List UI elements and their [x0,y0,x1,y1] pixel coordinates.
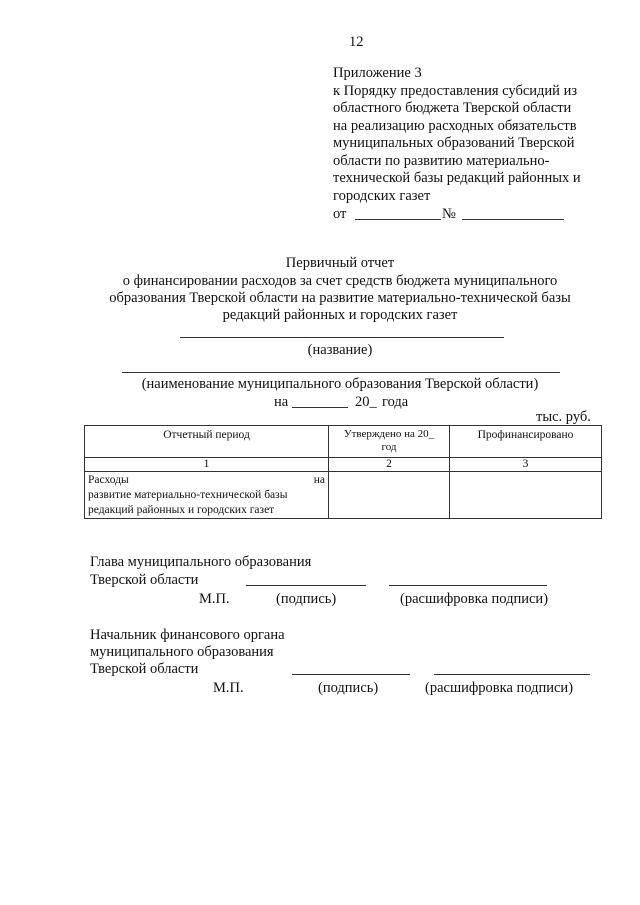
column-number: 2 [329,458,450,472]
appendix-line: областного бюджета Тверской области [333,100,572,116]
appendix-from-label: от [333,206,347,222]
table-header-row [85,426,602,458]
signature1-sign-line [246,585,366,586]
signature2-title: Начальник финансового органа [90,627,285,643]
row-financed-cell[interactable] [450,472,602,519]
appendix-number-blank [462,219,564,220]
municipality-blank-line [122,372,560,373]
report-subtitle-line: образования Тверской области на развитие материально-технической базы [109,290,571,306]
header-approved: Утверждено на 20_ год [329,426,450,458]
table-number-row [85,458,602,472]
appendix-line: к Порядку предоставления субсидий из [333,82,578,99]
year-suffix: года [382,394,409,410]
year-blank [292,407,348,408]
signature1-title: Глава муниципального образования [90,554,312,570]
appendix-line: технической базы редакций районных и [333,170,581,186]
row-label: Расходы на развитие материально-технической базы редакций районных и городских газет [85,472,329,519]
header-financed: Профинансировано [450,426,602,458]
header-period: Отчетный период [85,426,329,458]
row-approved-cell[interactable] [329,472,450,519]
appendix-line: Приложение 3 [333,65,422,81]
appendix-line: области по развитию материально- [333,152,550,169]
signature2-decode-caption: (расшифровка подписи) [425,680,574,696]
signature2-title: муниципального образования [90,644,274,660]
signature2-sign-line [292,674,410,675]
signature1-stamp: М.П. [199,591,230,607]
appendix-date-blank [355,219,441,220]
signature2-stamp: М.П. [213,680,244,696]
report-subtitle-line: редакций районных и городских газет [222,307,458,323]
appendix-line: на реализацию расходных обязательств [333,117,577,134]
signature1-decode-caption: (расшифровка подписи) [400,591,549,607]
signature1-sign-caption: (подпись) [276,591,337,607]
appendix-block [333,65,603,205]
units-label: тыс. руб. [536,409,591,425]
signature2-decode-line [434,674,590,675]
table-row [85,472,602,519]
report-subtitle-line: о финансировании расходов за счет средств бюджета муниципального [122,273,558,289]
page-number: 12 [349,34,364,50]
year-value: 20_ [355,394,377,410]
signature1-decode-line [389,585,547,586]
report-table [84,425,602,519]
appendix-line: городских газет [333,187,431,204]
municipality-caption: (наименование муниципального образования Тверской области) [141,376,539,392]
appendix-line: муниципальных образований Тверской [333,135,575,151]
name-blank-line [180,337,504,338]
column-number: 3 [450,458,602,472]
report-title: Первичный отчет [285,255,395,271]
signature1-title: Тверской области [90,572,199,588]
signature2-title: Тверской области [90,661,199,677]
year-prefix: на [274,394,289,410]
column-number: 1 [85,458,329,472]
signature2-sign-caption: (подпись) [318,680,379,696]
name-caption: (название) [307,342,373,358]
appendix-number-label: № [442,206,456,222]
